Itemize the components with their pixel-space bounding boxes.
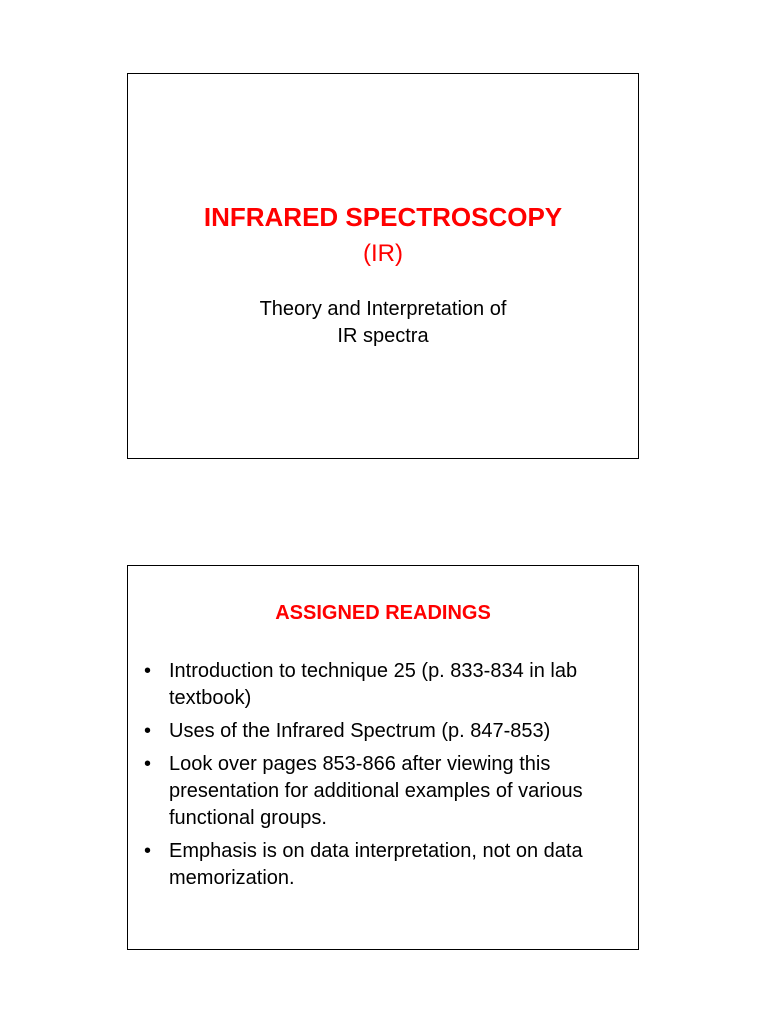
list-item	[144, 658, 622, 712]
bullet-icon: •	[144, 660, 152, 682]
slide-title-abbreviation: (IR)	[363, 240, 403, 267]
bullet-icon: •	[144, 720, 152, 742]
bullet-icon: •	[144, 753, 152, 775]
readings-heading: ASSIGNED READINGS	[275, 602, 491, 624]
bullet-text: Look over pages 853-866 after viewing this presentation for additional examples of various functional groups.	[169, 753, 583, 829]
bullet-text: Emphasis is on data interpretation, not on data memorization.	[169, 840, 583, 889]
bullet-text: Uses of the Infrared Spectrum (p. 847-853)	[169, 720, 551, 742]
slide-subtitle-line-2: IR spectra	[337, 325, 429, 347]
bullet-text: Introduction to technique 25 (p. 833-834 in lab textbook)	[169, 660, 578, 709]
slide-title	[127, 73, 639, 459]
list-item	[144, 751, 622, 832]
slide-title-heading: INFRARED SPECTROSCOPY	[203, 202, 563, 232]
readings-bullet-list	[144, 658, 622, 898]
list-item	[144, 838, 622, 892]
bullet-icon: •	[144, 840, 152, 862]
list-item	[144, 718, 622, 745]
slide-assigned-readings	[127, 565, 639, 950]
slide-subtitle	[128, 296, 638, 350]
slide-subtitle-line-1: Theory and Interpretation of	[259, 298, 507, 320]
